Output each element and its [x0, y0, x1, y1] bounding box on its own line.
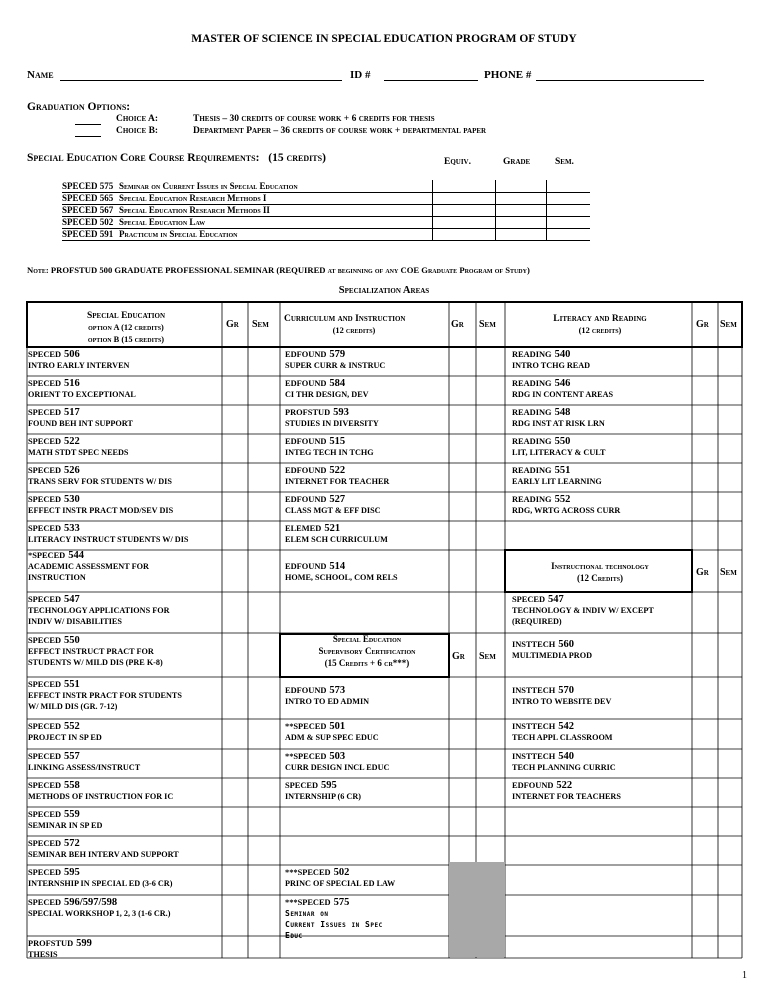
course-title: HOME, SCHOOL, COM RELS [285, 573, 398, 582]
course-number: 515 [329, 436, 346, 447]
course-number: 599 [76, 938, 92, 949]
course-title: INTERNET FOR TEACHER [285, 477, 390, 486]
tech-sem: Sem [720, 567, 737, 578]
core-course-row [62, 193, 590, 205]
course-title: MULTIMEDIA PROD [512, 651, 592, 660]
course-code: INSTTECH [512, 752, 556, 761]
sup-head3: (15 Credits + 6 cr***) [324, 658, 410, 668]
course-title: ACADEMIC ASSESSMENT FOR [28, 562, 149, 571]
course-number: 595 [321, 780, 337, 791]
col2-head1: Curriculum and Instruction [284, 314, 406, 324]
course-entry [512, 436, 692, 458]
core-course-name: Special Education Law [119, 217, 206, 227]
name-field[interactable] [60, 80, 342, 81]
course-title: EFFECT INSTRUCT PRACT FOR [28, 647, 154, 656]
course-code: SPECED [28, 839, 62, 848]
course-title: INDIV W/ DISABILITIES [28, 617, 122, 626]
core-course-row [62, 229, 590, 241]
course-entry [285, 721, 445, 743]
course-title: Seminar on [285, 909, 329, 918]
col1-head1: Special Education [86, 311, 166, 321]
course-code: *SPECED [28, 551, 66, 560]
course-title: INTERNSHIP (6 CR) [285, 792, 361, 801]
core-cell-divider [546, 228, 547, 241]
course-number: 575 [333, 897, 350, 908]
col2-header [284, 313, 450, 337]
course-code: SPECED [28, 408, 62, 417]
course-number: 527 [329, 494, 346, 505]
course-number: 522 [64, 436, 80, 447]
course-title: ORIENT TO EXCEPTIONAL [28, 390, 136, 399]
course-number: 501 [329, 721, 346, 732]
course-code: SPECED [28, 524, 62, 533]
course-title: SUPER CURR & INSTRUC [285, 361, 386, 370]
sup-gr: Gr [452, 651, 465, 662]
course-entry [285, 867, 445, 889]
col2-head2: (12 credits) [332, 326, 376, 335]
course-entry [28, 838, 218, 860]
course-code: EDFOUND [285, 686, 327, 695]
course-entry [28, 809, 218, 831]
course-code: SPECED [28, 466, 62, 475]
course-code: SPECED [28, 595, 62, 604]
course-code: SPECED [28, 781, 62, 790]
course-title: TECH PLANNING CURRIC [512, 763, 616, 772]
course-title: ELEM SCH CURRICULUM [285, 535, 388, 544]
choice-a-label: Choice A: [116, 114, 159, 124]
course-code: SPECED [28, 495, 62, 504]
course-entry [512, 721, 692, 743]
shaded-sem-cell [476, 862, 505, 957]
course-number: 551 [554, 465, 571, 476]
course-number: 547 [548, 594, 564, 605]
course-title: W/ MILD DIS (GR. 7-12) [28, 702, 118, 711]
course-title: STUDENTS W/ MILD DIS (PRE K-8) [28, 658, 163, 667]
course-title: LIT, LITERACY & CULT [512, 448, 606, 457]
course-number: 584 [329, 378, 346, 389]
course-entry [285, 897, 445, 941]
core-course-code: SPECED 567 [62, 205, 114, 215]
course-entry [285, 523, 445, 545]
course-number: 551 [64, 679, 80, 690]
course-number: 593 [333, 407, 349, 418]
course-entry [512, 685, 692, 707]
course-number: 558 [64, 780, 80, 791]
course-entry [512, 349, 692, 371]
course-code: ELEMED [285, 524, 322, 533]
course-number: 506 [64, 349, 80, 360]
core-course-code: SPECED 575 [62, 181, 114, 191]
course-title: TECH APPL CLASSROOM [512, 733, 613, 742]
course-title: INTRO EARLY INTERVEN [28, 361, 130, 370]
col-sem: Sem. [555, 157, 574, 167]
course-code: READING [512, 437, 552, 446]
course-title: INTEG TECH IN TCHG [285, 448, 374, 457]
course-title: FOUND BEH INT SUPPORT [28, 419, 133, 428]
core-cell-divider [432, 228, 433, 241]
course-title: SPECIAL WORKSHOP 1, 2, 3 (1-6 CR.) [28, 909, 171, 918]
course-entry [285, 465, 445, 487]
course-code: EDFOUND [285, 379, 327, 388]
course-entry [28, 897, 218, 919]
course-title: TECHNOLOGY & INDIV W/ EXCEPT [512, 606, 654, 615]
course-entry [512, 494, 692, 516]
course-code: SPECED [28, 379, 62, 388]
core-course-name: Seminar on Current Issues in Special Education [119, 181, 298, 191]
course-entry [28, 780, 218, 802]
core-credits: (15 credits) [268, 152, 326, 164]
sup-head1: Special Education [332, 634, 402, 644]
course-number: 596/597/598 [64, 897, 118, 908]
choice-b-text: Department Paper – 36 credits of course work + departmental paper [193, 126, 487, 136]
core-course-row [62, 205, 590, 217]
course-number: 540 [554, 349, 571, 360]
course-code: SPECED [28, 810, 62, 819]
id-field[interactable] [384, 80, 478, 81]
course-code: SPECED [285, 781, 319, 790]
tech-header [508, 560, 692, 584]
course-title: INSTRUCTION [28, 573, 86, 582]
course-number: 533 [64, 523, 80, 534]
course-entry [512, 407, 692, 429]
course-title: STUDIES IN DIVERSITY [285, 419, 379, 428]
course-number: 544 [68, 550, 84, 561]
course-number: 579 [329, 349, 346, 360]
course-title: PRINC OF SPECIAL ED LAW [285, 879, 396, 888]
course-entry [285, 751, 445, 773]
col1-sem: Sem [252, 319, 269, 330]
graduation-heading: Graduation Options: [27, 101, 131, 113]
course-title: CI THR DESIGN, DEV [285, 390, 369, 399]
sup-head2: Supervisory Certification [318, 646, 416, 656]
core-course-name: Practicum in Special Education [119, 229, 238, 239]
shaded-gr-cell [449, 862, 476, 957]
course-code: ***SPECED [285, 898, 331, 907]
core-course-name: Special Education Research Methods I [119, 193, 267, 203]
course-code: EDFOUND [285, 562, 327, 571]
course-entry [285, 349, 445, 371]
page-number: 1 [742, 970, 747, 981]
course-entry [28, 594, 218, 627]
course-title: EFFECT INSTR PRACT FOR STUDENTS [28, 691, 182, 700]
specialization-heading: Specialization Areas [338, 285, 430, 296]
course-entry [512, 594, 692, 627]
course-number: 560 [558, 639, 575, 650]
course-number: 573 [329, 685, 346, 696]
course-number: 540 [558, 751, 575, 762]
course-code: SPECED [512, 595, 546, 604]
course-title: ADM & SUP SPEC EDUC [285, 733, 379, 742]
course-entry [512, 751, 692, 773]
note-text: Note: PROFSTUD 500 GRADUATE PROFESSIONAL SEMINAR (REQUIRED at beginning of any COE Graduate Program of Study) [27, 265, 530, 275]
col-grade: Grade [503, 157, 531, 167]
col-equiv: Equiv. [444, 157, 471, 167]
course-code: READING [512, 408, 552, 417]
course-title: INTERNSHIP IN SPECIAL ED (3-6 CR) [28, 879, 173, 888]
course-code: SPECED [28, 868, 62, 877]
course-number: 517 [64, 407, 80, 418]
course-number: 550 [64, 635, 80, 646]
course-number: 572 [64, 838, 80, 849]
course-entry [28, 349, 218, 371]
course-title: THESIS [28, 950, 58, 959]
course-entry [28, 938, 218, 960]
course-entry [512, 639, 692, 661]
course-title: INTRO TCHG READ [512, 361, 591, 370]
course-number: 526 [64, 465, 80, 476]
course-title: EARLY LIT LEARNING [512, 477, 602, 486]
course-number: 548 [554, 407, 571, 418]
course-title: (REQUIRED) [512, 617, 562, 626]
course-title: SEMINAR IN SP ED [28, 821, 103, 830]
col1-gr: Gr [226, 319, 239, 330]
course-code: SPECED [28, 437, 62, 446]
course-title: MATH STDT SPEC NEEDS [28, 448, 129, 457]
course-title: Current Issues in Spec [285, 920, 383, 929]
course-code: SPECED [28, 350, 62, 359]
core-course-code: SPECED 565 [62, 193, 114, 203]
course-number: 547 [64, 594, 80, 605]
course-code: EDFOUND [285, 437, 327, 446]
course-title: RDG, WRTG ACROSS CURR [512, 506, 621, 515]
course-entry [28, 635, 218, 668]
core-course-code: SPECED 502 [62, 217, 114, 227]
course-code: INSTTECH [512, 722, 556, 731]
core-course-name: Special Education Research Methods II [119, 205, 270, 215]
course-entry [28, 721, 218, 743]
page-title: MASTER OF SCIENCE IN SPECIAL EDUCATION PROGRAM OF STUDY [191, 33, 577, 45]
course-entry [285, 685, 445, 707]
course-code: EDFOUND [285, 350, 327, 359]
course-entry [285, 780, 445, 802]
course-code: **SPECED [285, 752, 327, 761]
id-label: ID # [350, 69, 371, 81]
course-code: SPECED [28, 680, 62, 689]
course-title: INTRO TO ED ADMIN [285, 697, 370, 706]
course-number: 521 [324, 523, 341, 534]
course-entry [512, 780, 692, 802]
course-code: EDFOUND [512, 781, 554, 790]
col3-sem: Sem [720, 319, 737, 330]
course-number: 552 [554, 494, 571, 505]
course-entry [512, 465, 692, 487]
col3-header [508, 313, 692, 337]
course-title: SEMINAR BEH INTERV AND SUPPORT [28, 850, 179, 859]
course-entry [28, 407, 218, 429]
course-entry [28, 523, 218, 545]
tech-gr: Gr [696, 567, 709, 578]
col2-gr: Gr [451, 319, 464, 330]
core-course-row [62, 217, 590, 229]
course-title: Educ [285, 931, 303, 940]
course-number: 503 [329, 751, 346, 762]
course-number: 570 [558, 685, 575, 696]
col3-head2: (12 credits) [578, 326, 622, 335]
course-entry [28, 436, 218, 458]
course-number: 546 [554, 378, 571, 389]
course-entry [28, 751, 218, 773]
choice-a-checkbox[interactable] [75, 124, 101, 125]
col2-sem: Sem [479, 319, 496, 330]
course-code: INSTTECH [512, 686, 556, 695]
phone-label: PHONE # [484, 69, 532, 81]
course-entry [285, 561, 445, 583]
course-title: INTERNET FOR TEACHERS [512, 792, 621, 801]
course-number: 557 [64, 751, 80, 762]
course-entry [28, 465, 218, 487]
course-number: 530 [64, 494, 80, 505]
course-code: SPECED [28, 722, 62, 731]
course-code: EDFOUND [285, 495, 327, 504]
core-course-table [62, 181, 590, 241]
course-title: RDG IN CONTENT AREAS [512, 390, 614, 399]
choice-b-checkbox[interactable] [75, 136, 101, 137]
course-entry [28, 550, 218, 583]
supervisory-header [284, 633, 450, 669]
course-entry [285, 407, 445, 429]
course-number: 514 [329, 561, 346, 572]
course-entry [285, 436, 445, 458]
core-cell-divider [495, 228, 496, 241]
name-label: Name [27, 69, 54, 81]
course-code: EDFOUND [285, 466, 327, 475]
course-code: READING [512, 350, 552, 359]
course-title: TRANS SERV FOR STUDENTS W/ DIS [28, 477, 172, 486]
course-title: METHODS OF INSTRUCTION FOR IC [28, 792, 174, 801]
col1-header [28, 310, 224, 346]
course-code: SPECED [28, 898, 62, 907]
course-code: READING [512, 495, 552, 504]
course-title: LITERACY INSTRUCT STUDENTS W/ DIS [28, 535, 189, 544]
choice-b-label: Choice B: [116, 126, 159, 136]
course-entry [285, 378, 445, 400]
course-title: TECHNOLOGY APPLICATIONS FOR [28, 606, 170, 615]
course-entry [28, 494, 218, 516]
course-number: 522 [329, 465, 346, 476]
course-entry [512, 378, 692, 400]
course-number: 516 [64, 378, 80, 389]
course-code: READING [512, 466, 552, 475]
course-title: RDG INST AT RISK LRN [512, 419, 605, 428]
course-entry [28, 679, 218, 712]
course-number: 559 [64, 809, 80, 820]
course-number: 542 [558, 721, 575, 732]
tech-head1: Instructional technology [551, 561, 649, 571]
col3-head1: Literacy and Reading [553, 314, 647, 324]
col1-head3: option B (15 credits) [87, 335, 165, 344]
course-title: CURR DESIGN INCL EDUC [285, 763, 390, 772]
course-code: **SPECED [285, 722, 327, 731]
course-number: 550 [554, 436, 571, 447]
course-title: CLASS MGT & EFF DISC [285, 506, 381, 515]
course-entry [28, 378, 218, 400]
core-course-row [62, 181, 590, 193]
course-number: 522 [556, 780, 573, 791]
course-number: 595 [64, 867, 80, 878]
choice-a-text: Thesis – 30 credits of course work + 6 credits for thesis [193, 114, 435, 124]
core-heading [27, 152, 326, 164]
course-code: PROFSTUD [285, 408, 331, 417]
phone-field[interactable] [536, 80, 704, 81]
course-entry [285, 494, 445, 516]
course-code: PROFSTUD [28, 939, 74, 948]
core-course-code: SPECED 591 [62, 229, 114, 239]
tech-head2: (12 Credits) [576, 573, 624, 583]
sup-sem: Sem [479, 651, 496, 662]
course-code: SPECED [28, 752, 62, 761]
course-code: ***SPECED [285, 868, 331, 877]
core-heading-text: Special Education Core Course Requirements: [27, 152, 260, 164]
course-code: INSTTECH [512, 640, 556, 649]
col1-head2: option A (12 credits) [88, 323, 164, 332]
course-code: READING [512, 379, 552, 388]
course-entry [28, 867, 218, 889]
course-title: INTRO TO WEBSITE DEV [512, 697, 612, 706]
course-number: 552 [64, 721, 80, 732]
col3-gr: Gr [696, 319, 709, 330]
course-code: SPECED [28, 636, 62, 645]
course-number: 502 [333, 867, 350, 878]
course-title: LINKING ASSESS/INSTRUCT [28, 763, 141, 772]
course-title: PROJECT IN SP ED [28, 733, 102, 742]
course-title: EFFECT INSTR PRACT MOD/SEV DIS [28, 506, 174, 515]
